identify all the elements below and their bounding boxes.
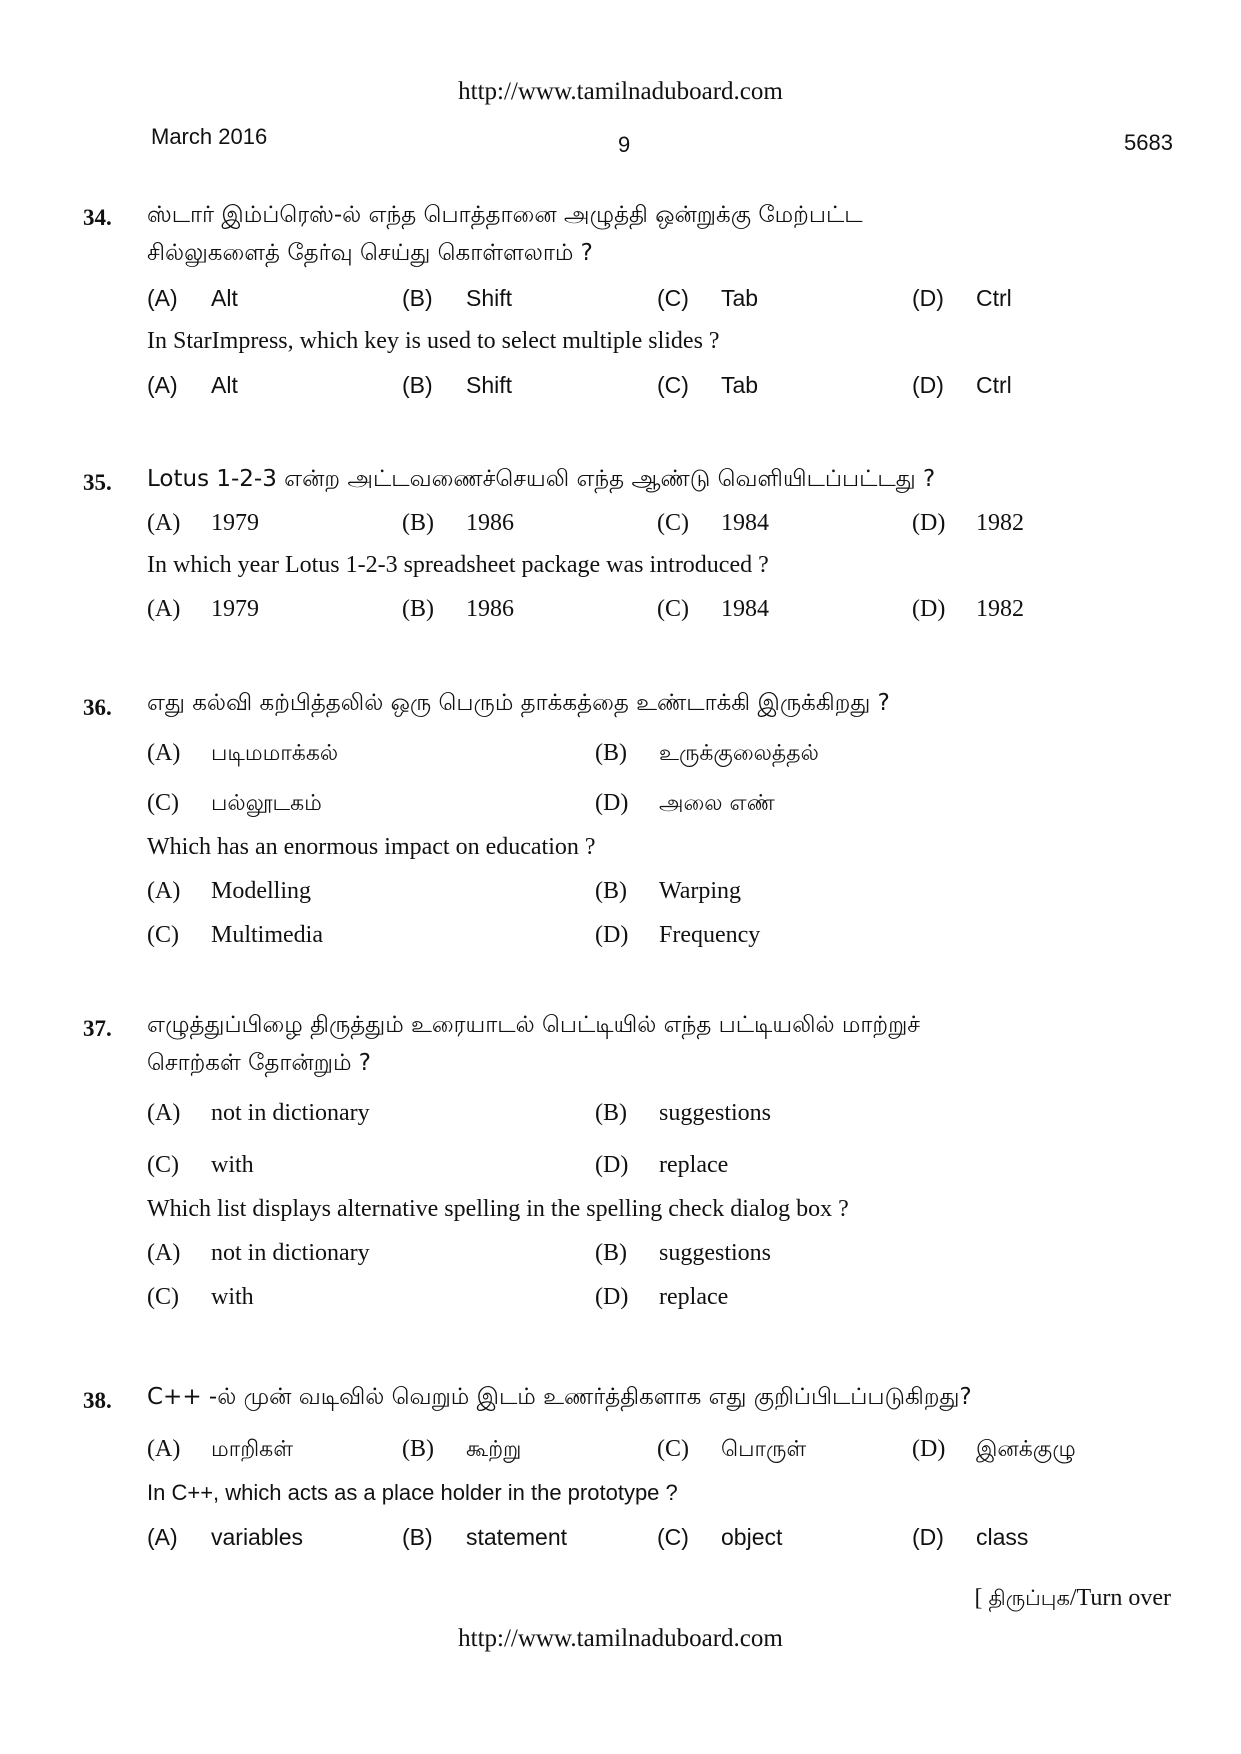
- option-text: 1984: [721, 596, 769, 622]
- header-url[interactable]: http://www.tamilnaduboard.com: [458, 78, 783, 105]
- paper-code: 5683: [1124, 130, 1173, 155]
- option-label: (C): [147, 1284, 179, 1310]
- option-text: Alt: [211, 372, 238, 398]
- option-label: (A): [147, 285, 178, 311]
- question-english: Which has an enormous impact on education ?: [147, 834, 596, 860]
- option-text: Warping: [659, 878, 742, 904]
- option-text: 1979: [211, 510, 259, 536]
- option-label: (B): [402, 372, 433, 398]
- option-label: (D): [595, 1152, 629, 1178]
- question-tamil-line2: சில்லுகளைத் தேர்வு செய்து கொள்ளலாம் ?: [147, 240, 593, 266]
- option-label: (A): [147, 1240, 181, 1266]
- option-label: (D): [595, 790, 629, 816]
- option-label: (A): [147, 596, 181, 622]
- option-text: பல்லூடகம்: [211, 791, 322, 816]
- option-label: (B): [595, 1100, 627, 1126]
- option-text: 1986: [466, 510, 514, 536]
- option-text: 1982: [976, 596, 1024, 622]
- option-label: (C): [657, 285, 689, 311]
- option-text: not in dictionary: [211, 1100, 370, 1126]
- question-english: Which list displays alternative spelling in the spelling check dialog box ?: [147, 1196, 849, 1222]
- option-text: Tab: [721, 372, 759, 398]
- option-label: (D): [595, 1284, 629, 1310]
- option-text: with: [211, 1152, 254, 1178]
- option-label: (C): [657, 1524, 689, 1550]
- question-tamil-line2: சொற்கள் தோன்றும் ?: [147, 1050, 371, 1076]
- turn-over-bracket: [: [974, 1585, 983, 1611]
- question-number: 37.: [83, 1016, 112, 1041]
- option-label: (A): [147, 740, 181, 766]
- page-number: 9: [618, 132, 631, 157]
- option-text: with: [211, 1284, 254, 1310]
- option-text: Modelling: [211, 878, 311, 904]
- option-text: variables: [211, 1524, 304, 1550]
- option-text: 1984: [721, 510, 769, 536]
- option-text: object: [721, 1524, 783, 1550]
- question-tamil-line1: Lotus 1-2-3 என்ற அட்டவணைச்செயலி எந்த ஆண்டு வெளியிடப்பட்டது ?: [147, 466, 936, 492]
- option-text: பொருள்: [721, 1437, 807, 1462]
- question-english: In StarImpress, which key is used to select multiple slides ?: [147, 328, 720, 354]
- option-text: இனக்குழு: [976, 1437, 1076, 1462]
- option-label: (D): [595, 922, 629, 948]
- option-label: (B): [402, 1436, 434, 1462]
- option-label: (C): [657, 596, 689, 622]
- question-tamil-line1: ஸ்டார் இம்ப்ரெஸ்-ல் எந்த பொத்தானை அழுத்தி ஒன்றுக்கு மேற்பட்ட: [147, 202, 863, 228]
- option-text: படிமமாக்கல்: [211, 741, 339, 766]
- question-number: 34.: [83, 205, 112, 230]
- question-number: 35.: [83, 470, 112, 495]
- option-label: (D): [912, 1436, 946, 1462]
- question-tamil-line1: C++ -ல் முன் வடிவில் வெறும் இடம் உணர்த்திகளாக எது குறிப்பிடப்படுகிறது?: [147, 1384, 972, 1410]
- option-text: replace: [659, 1152, 729, 1178]
- option-label: (B): [595, 1240, 627, 1266]
- question-tamil-line1: எழுத்துப்பிழை திருத்தும் உரையாடல் பெட்டியில் எந்த பட்டியலில் மாற்றுச்: [147, 1012, 921, 1038]
- option-label: (B): [402, 510, 434, 536]
- question-tamil-line1: எது கல்வி கற்பித்தலில் ஒரு பெரும் தாக்கத்தை உண்டாக்கி இருக்கிறது ?: [147, 690, 890, 716]
- option-label: (C): [657, 372, 689, 398]
- option-text: Shift: [466, 285, 513, 311]
- option-label: (B): [402, 1524, 433, 1550]
- option-label: (D): [912, 372, 944, 398]
- option-text: Ctrl: [976, 372, 1012, 398]
- option-text: அலை எண்: [659, 791, 775, 816]
- option-text: Shift: [466, 372, 513, 398]
- option-text: 1979: [211, 596, 259, 622]
- option-label: (A): [147, 1436, 181, 1462]
- option-text: Frequency: [659, 922, 761, 948]
- option-label: (A): [147, 372, 178, 398]
- turn-over-note: [975, 1585, 1171, 1613]
- option-label: (B): [595, 740, 627, 766]
- turn-over-tamil: திருப்புக: [988, 1586, 1070, 1610]
- option-text: கூற்று: [466, 1437, 522, 1462]
- option-label: (A): [147, 510, 181, 536]
- option-label: (D): [912, 285, 944, 311]
- turn-over-english: /Turn over: [1069, 1585, 1171, 1611]
- option-label: (C): [147, 922, 179, 948]
- option-text: Alt: [211, 285, 238, 311]
- option-label: (A): [147, 1524, 178, 1550]
- option-label: (C): [147, 790, 179, 816]
- option-text: not in dictionary: [211, 1240, 370, 1266]
- option-label: (A): [147, 1100, 181, 1126]
- option-text: replace: [659, 1284, 729, 1310]
- option-text: Ctrl: [976, 285, 1012, 311]
- option-label: (C): [657, 1436, 689, 1462]
- option-label: (D): [912, 596, 946, 622]
- option-text: மாறிகள்: [211, 1437, 294, 1462]
- option-label: (B): [402, 285, 433, 311]
- option-text: 1982: [976, 510, 1024, 536]
- footer-url[interactable]: http://www.tamilnaduboard.com: [458, 1625, 783, 1652]
- question-english: In which year Lotus 1-2-3 spreadsheet package was introduced ?: [147, 552, 769, 578]
- question-number: 36.: [83, 695, 112, 720]
- option-label: (B): [595, 878, 627, 904]
- option-label: (C): [657, 510, 689, 536]
- option-text: உருக்குலைத்தல்: [659, 741, 819, 766]
- question-english: In C++, which acts as a place holder in the prototype ?: [147, 1480, 678, 1505]
- option-label: (B): [402, 596, 434, 622]
- option-text: class: [976, 1524, 1029, 1550]
- option-text: Multimedia: [211, 922, 323, 948]
- option-label: (D): [912, 510, 946, 536]
- option-text: suggestions: [659, 1100, 772, 1126]
- question-number: 38.: [83, 1388, 112, 1413]
- option-label: (C): [147, 1152, 179, 1178]
- option-text: Tab: [721, 285, 759, 311]
- option-text: suggestions: [659, 1240, 772, 1266]
- option-text: 1986: [466, 596, 514, 622]
- option-text: statement: [466, 1524, 567, 1550]
- exam-date: March 2016: [151, 124, 268, 149]
- option-label: (D): [912, 1524, 944, 1550]
- option-label: (A): [147, 878, 181, 904]
